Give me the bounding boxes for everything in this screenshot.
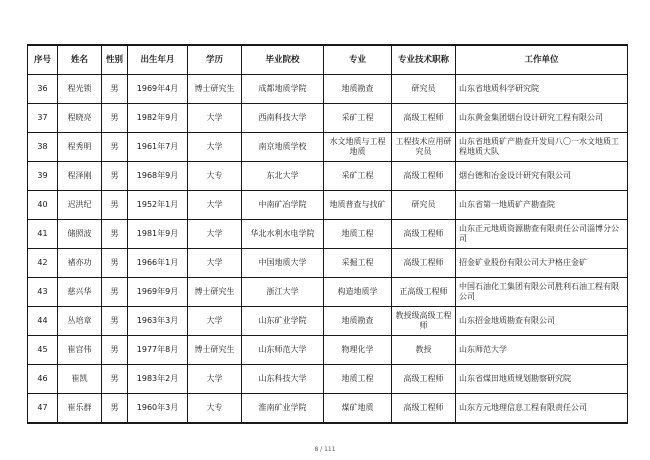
- cell-name: 丛培章: [58, 307, 102, 336]
- cell-gender: 男: [102, 133, 128, 162]
- cell-school: 中国地质大学: [242, 249, 324, 278]
- cell-gender: 男: [102, 75, 128, 104]
- cell-major: 地质勘查: [324, 307, 392, 336]
- cell-title: 教授: [392, 336, 456, 365]
- col-header-education: 学历: [188, 45, 242, 75]
- cell-major: 煤矿地质: [324, 394, 392, 424]
- cell-birth: 1952年1月: [128, 191, 188, 220]
- cell-employer: 山东师范大学: [456, 336, 628, 365]
- cell-index: 46: [28, 365, 58, 394]
- cell-title: 高级工程师: [392, 394, 456, 424]
- cell-school: 山东科技大学: [242, 365, 324, 394]
- cell-major: 水文地质与工程地质: [324, 133, 392, 162]
- cell-gender: 男: [102, 365, 128, 394]
- table-row: [28, 162, 628, 191]
- cell-education: 博士研究生: [188, 336, 242, 365]
- cell-index: 38: [28, 133, 58, 162]
- table-row: [28, 133, 628, 162]
- cell-major: 物理化学: [324, 336, 392, 365]
- cell-name: 程光锁: [58, 75, 102, 104]
- cell-gender: 男: [102, 307, 128, 336]
- table-row: [28, 278, 628, 307]
- table-row: [28, 365, 628, 394]
- cell-major: 地质勘查: [324, 75, 392, 104]
- cell-title: 高级工程师: [392, 162, 456, 191]
- cell-school: 中南矿冶学院: [242, 191, 324, 220]
- cell-index: 44: [28, 307, 58, 336]
- cell-gender: 男: [102, 278, 128, 307]
- cell-birth: 1963年3月: [128, 307, 188, 336]
- cell-index: 36: [28, 75, 58, 104]
- table-row: [28, 394, 628, 424]
- cell-education: 大学: [188, 220, 242, 249]
- cell-title: 正高级工程师: [392, 278, 456, 307]
- col-header-index: 序号: [28, 45, 58, 75]
- col-header-gender: 性别: [102, 45, 128, 75]
- cell-school: 淮南矿业学院: [242, 394, 324, 424]
- cell-gender: 男: [102, 336, 128, 365]
- table-row: [28, 220, 628, 249]
- cell-school: 成都地质学院: [242, 75, 324, 104]
- col-header-school: 毕业院校: [242, 45, 324, 75]
- cell-index: 40: [28, 191, 58, 220]
- cell-index: 42: [28, 249, 58, 278]
- cell-major: 采矿工程: [324, 162, 392, 191]
- col-header-title: 专业技术职称: [392, 45, 456, 75]
- cell-name: 程秀明: [58, 133, 102, 162]
- cell-employer: 山东省地质矿产勘查开发局八〇一水文地质工程地质大队: [456, 133, 628, 162]
- cell-birth: 1966年1月: [128, 249, 188, 278]
- cell-employer: 山东黄金集团烟台设计研究工程有限公司: [456, 104, 628, 133]
- cell-school: 南京地质学校: [242, 133, 324, 162]
- cell-name: 褚亦功: [58, 249, 102, 278]
- cell-index: 41: [28, 220, 58, 249]
- cell-name: 崔凯: [58, 365, 102, 394]
- cell-major: 采矿工程: [324, 104, 392, 133]
- personnel-table: [27, 44, 628, 424]
- cell-employer: 山东省地质科学研究院: [456, 75, 628, 104]
- cell-birth: 1969年9月: [128, 278, 188, 307]
- table-row: [28, 336, 628, 365]
- cell-education: 大学: [188, 365, 242, 394]
- cell-education: 博士研究生: [188, 75, 242, 104]
- cell-employer: 山东省煤田地质规划勘察研究院: [456, 365, 628, 394]
- cell-school: 山东矿业学院: [242, 307, 324, 336]
- cell-major: 采掘工程: [324, 249, 392, 278]
- cell-school: 浙江大学: [242, 278, 324, 307]
- cell-school: 山东师范大学: [242, 336, 324, 365]
- cell-birth: 1969年4月: [128, 75, 188, 104]
- cell-education: 博士研究生: [188, 278, 242, 307]
- cell-birth: 1960年3月: [128, 394, 188, 424]
- cell-gender: 男: [102, 220, 128, 249]
- cell-name: 储照波: [58, 220, 102, 249]
- cell-education: 大专: [188, 394, 242, 424]
- cell-employer: 招金矿业股份有限公司大尹格庄金矿: [456, 249, 628, 278]
- cell-major: 构造地质学: [324, 278, 392, 307]
- cell-title: 研究员: [392, 191, 456, 220]
- cell-gender: 男: [102, 191, 128, 220]
- cell-gender: 男: [102, 394, 128, 424]
- cell-name: 迟洪纪: [58, 191, 102, 220]
- cell-employer: 中国石油化工集团有限公司胜利石油工程有限公司: [456, 278, 628, 307]
- cell-title: 工程技术应用研究员: [392, 133, 456, 162]
- cell-education: 大专: [188, 162, 242, 191]
- cell-education: 大学: [188, 307, 242, 336]
- cell-title: 教授级高级工程师: [392, 307, 456, 336]
- cell-index: 39: [28, 162, 58, 191]
- cell-major: 地质工程: [324, 220, 392, 249]
- cell-index: 45: [28, 336, 58, 365]
- col-header-major: 专业: [324, 45, 392, 75]
- cell-gender: 男: [102, 104, 128, 133]
- cell-title: 高级工程师: [392, 220, 456, 249]
- cell-title: 高级工程师: [392, 365, 456, 394]
- cell-employer: 山东省第一地质矿产勘查院: [456, 191, 628, 220]
- cell-name: 崔乐群: [58, 394, 102, 424]
- cell-name: 崔宫伟: [58, 336, 102, 365]
- cell-education: 大学: [188, 133, 242, 162]
- cell-gender: 男: [102, 249, 128, 278]
- cell-birth: 1981年9月: [128, 220, 188, 249]
- table-row: [28, 104, 628, 133]
- cell-title: 研究员: [392, 75, 456, 104]
- cell-index: 43: [28, 278, 58, 307]
- cell-index: 37: [28, 104, 58, 133]
- page-number: 8 / 111: [314, 446, 336, 453]
- col-header-birth: 出生年月: [128, 45, 188, 75]
- table-row: [28, 191, 628, 220]
- cell-title: 高级工程师: [392, 249, 456, 278]
- cell-birth: 1982年9月: [128, 104, 188, 133]
- cell-education: 大学: [188, 249, 242, 278]
- cell-school: 西南科技大学: [242, 104, 324, 133]
- cell-birth: 1983年2月: [128, 365, 188, 394]
- cell-school: 东北大学: [242, 162, 324, 191]
- cell-employer: 山东正元地质资源勘查有限责任公司淄博分公司: [456, 220, 628, 249]
- cell-school: 华北水利水电学院: [242, 220, 324, 249]
- cell-birth: 1977年8月: [128, 336, 188, 365]
- cell-name: 程泽刚: [58, 162, 102, 191]
- cell-birth: 1968年9月: [128, 162, 188, 191]
- cell-education: 大学: [188, 191, 242, 220]
- cell-title: 高级工程师: [392, 104, 456, 133]
- cell-employer: 山东招金地质勘查有限公司: [456, 307, 628, 336]
- cell-employer: 烟台德和冶金设计研究有限公司: [456, 162, 628, 191]
- col-header-name: 姓名: [58, 45, 102, 75]
- table-row: [28, 249, 628, 278]
- cell-employer: 山东方元地理信息工程有限责任公司: [456, 394, 628, 424]
- header-row: [28, 45, 628, 75]
- cell-index: 47: [28, 394, 58, 424]
- cell-name: 程晓亮: [58, 104, 102, 133]
- cell-major: 地质工程: [324, 365, 392, 394]
- table-row: [28, 75, 628, 104]
- cell-birth: 1961年7月: [128, 133, 188, 162]
- cell-education: 大学: [188, 104, 242, 133]
- cell-major: 地质普查与找矿: [324, 191, 392, 220]
- col-header-employer: 工作单位: [456, 45, 628, 75]
- cell-name: 慈兴华: [58, 278, 102, 307]
- cell-gender: 男: [102, 162, 128, 191]
- table-row: [28, 307, 628, 336]
